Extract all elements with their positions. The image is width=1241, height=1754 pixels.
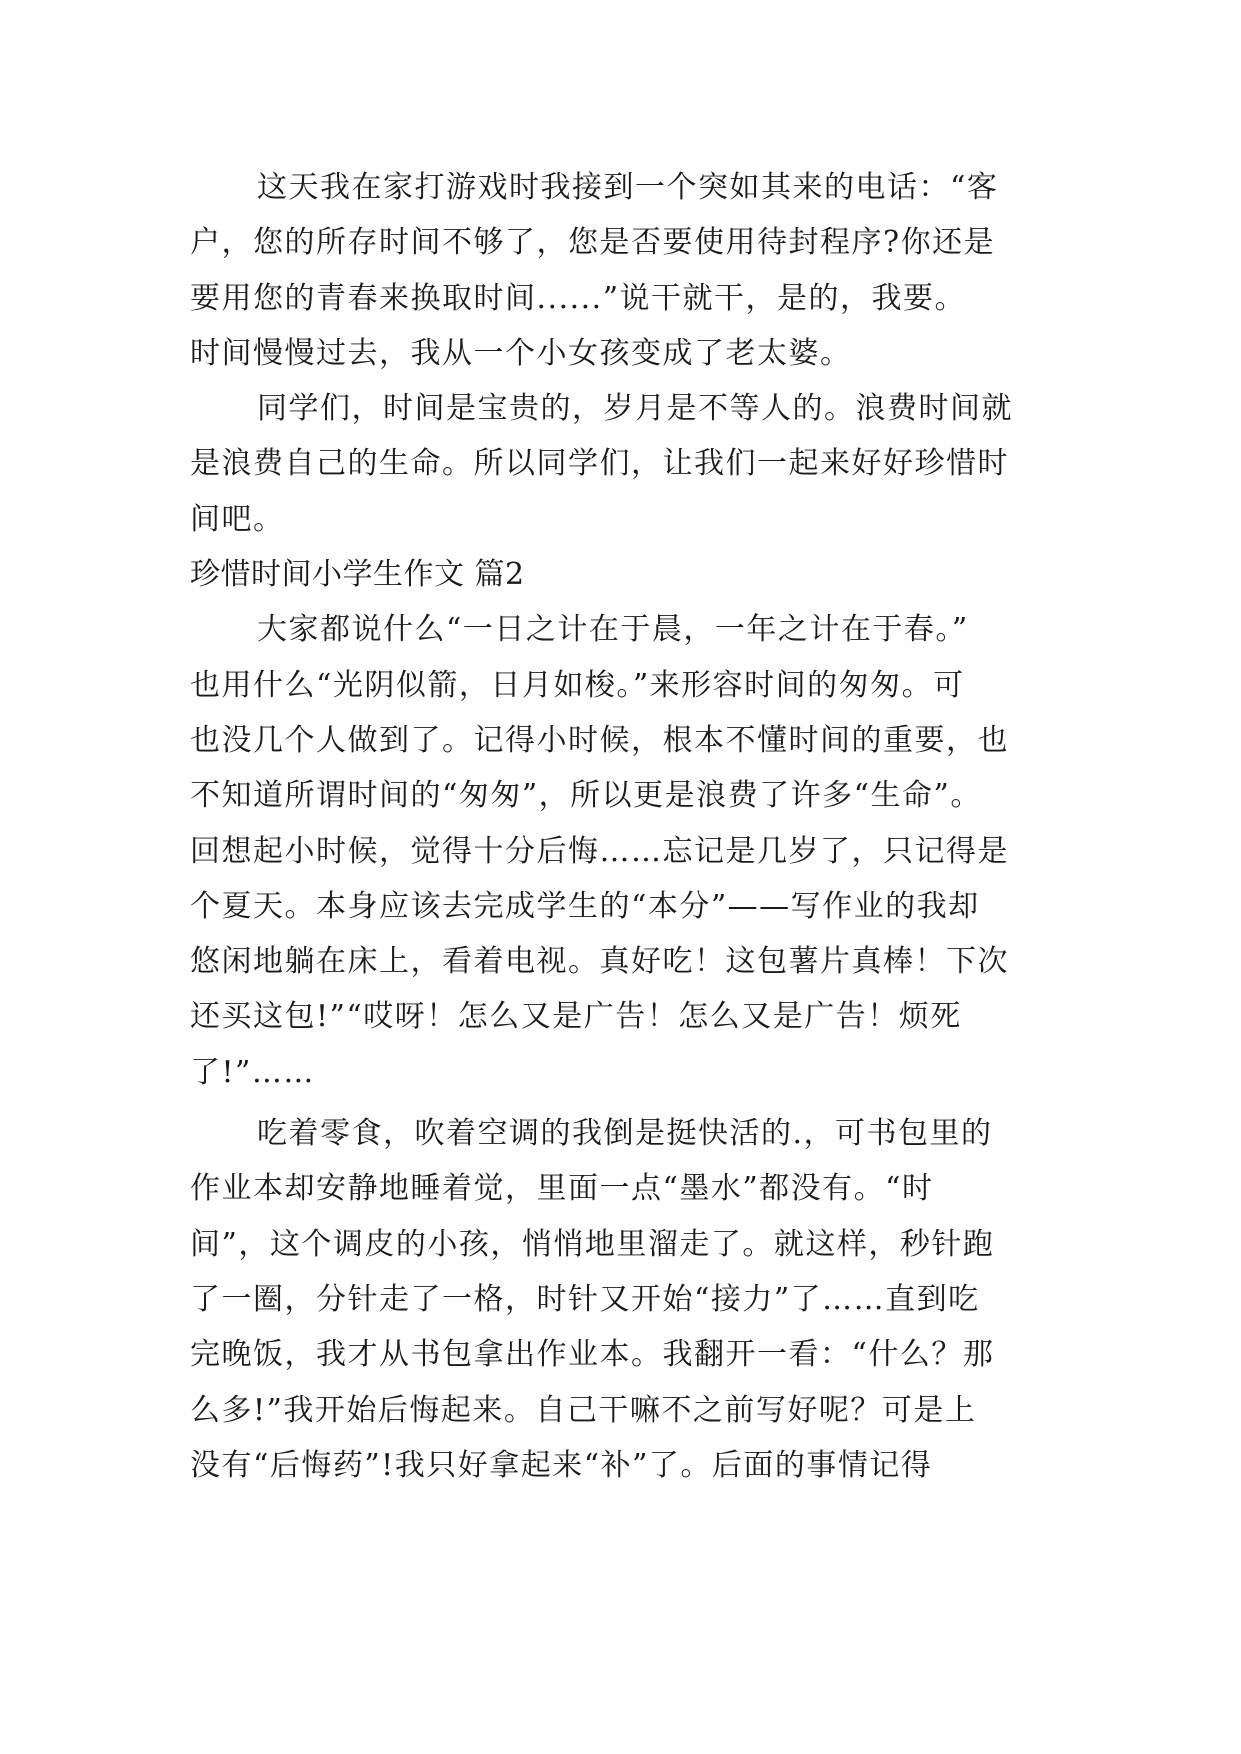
paragraph-line: 不知道所谓时间的“匆匆”，所以更是浪费了许多“生命”。 bbox=[190, 778, 982, 814]
paragraph-line: 要用您的青春来换取时间......”说干就干，是的，我要。 bbox=[190, 280, 967, 316]
paragraph-line: 没有“后悔药”!我只好拿起来“补”了。后面的事情记得 bbox=[190, 1447, 933, 1483]
paragraph-line: 也没几个人做到了。记得小时候，根本不懂时间的重要，也 bbox=[190, 722, 1009, 758]
paragraph-line: 作业本却安静地睡着觉，里面一点“墨水”都没有。“时 bbox=[190, 1171, 934, 1207]
paragraph-line: 时间慢慢过去，我从一个小女孩变成了老太婆。 bbox=[190, 335, 852, 371]
paragraph-line: 个夏天。本身应该去完成学生的“本分”——写作业的我却 bbox=[190, 888, 980, 924]
paragraph-line: 这天我在家打游戏时我接到一个突如其来的电话：“客 bbox=[257, 170, 999, 205]
section-heading: 珍惜时间小学生作文 篇2 bbox=[190, 557, 525, 593]
paragraph-line: 也用什么“光阴似箭，日月如梭。”来形容时间的匆匆。可 bbox=[190, 667, 965, 703]
paragraph-line: 同学们，时间是宝贵的，岁月是不等人的。浪费时间就 bbox=[257, 391, 1013, 427]
paragraph-line: 户，您的所存时间不够了，您是否要使用待封程序?你还是 bbox=[190, 225, 996, 261]
paragraph-line: 么多!”我开始后悔起来。自己干嘛不之前写好呢？可是上 bbox=[190, 1392, 977, 1428]
paragraph-line: 回想起小时候，觉得十分后悔……忘记是几岁了，只记得是 bbox=[190, 833, 1009, 869]
essay-body bbox=[190, 160, 1050, 1493]
paragraph-line: 还买这包!”“哎呀！怎么又是广告！怎么又是广告！烦死 bbox=[190, 999, 962, 1035]
paragraph-line: 间吧。 bbox=[190, 501, 285, 537]
paragraph-line: 完晚饭，我才从书包拿出作业本。我翻开一看：“什么？那 bbox=[190, 1337, 995, 1373]
paragraph-line: 是浪费自己的生命。所以同学们，让我们一起来好好珍惜时 bbox=[190, 446, 1009, 482]
paragraph-line: 间”，这个调皮的小孩，悄悄地里溜走了。就这样，秒针跑 bbox=[190, 1226, 995, 1262]
paragraph-line: 大家都说什么“一日之计在于晨，一年之计在于春。” bbox=[257, 612, 969, 648]
paragraph-line: 了一圈，分针走了一格，时针又开始“接力”了……直到吃 bbox=[190, 1281, 980, 1317]
paragraph-line: 了!”…… bbox=[190, 1054, 315, 1090]
paragraph-line: 悠闲地躺在床上，看着电视。真好吃！这包薯片真棒！下次 bbox=[190, 944, 1009, 980]
paragraph-line: 吃着零食，吹着空调的我倒是挺快活的.，可书包里的 bbox=[257, 1116, 993, 1152]
